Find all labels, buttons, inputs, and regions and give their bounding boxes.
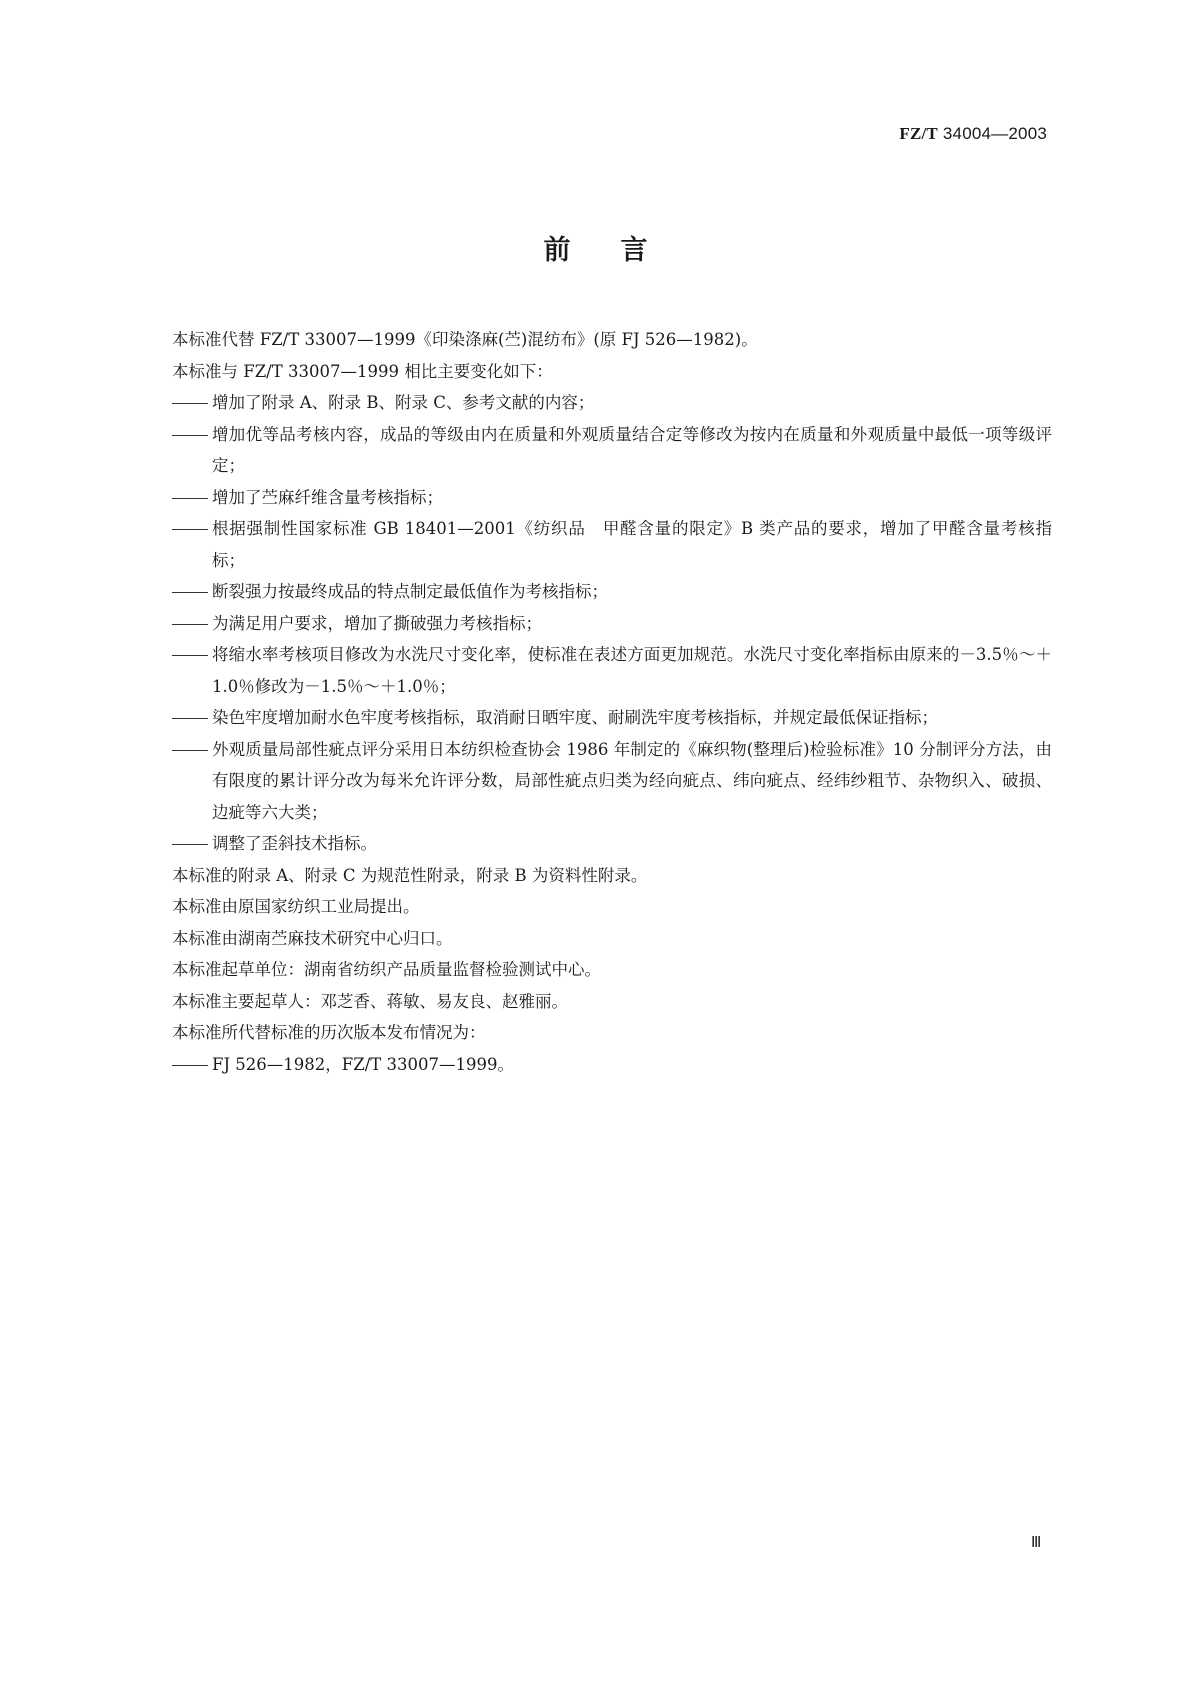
change-item: 断裂强力按最终成品的特点制定最低值作为考核指标； — [212, 582, 608, 601]
paragraph: 本标准与 FZ/T 33007—1999 相比主要变化如下： — [172, 361, 553, 381]
change-item: 增加优等品考核内容，成品的等级由内在质量和外观质量结合定等修改为按内在质量和外观质量中最低一项等级评定； — [212, 424, 1052, 475]
paragraph: 本标准由湖南苎麻技术研究中心归口。 — [172, 928, 453, 948]
change-item: 将缩水率考核项目修改为水洗尺寸变化率，使标准在表述方面更加规范。水洗尺寸变化率指标由原来的－3.5％～＋1.0％修改为－1.5％～＋1.0％； — [212, 645, 1052, 696]
change-item: 为满足用户要求，增加了撕破强力考核指标； — [212, 613, 542, 633]
paragraph: 本标准由原国家纺织工业局提出。 — [172, 897, 420, 916]
page-title: 前言 — [543, 235, 698, 266]
standard-code-number: 34004—2003 — [937, 124, 1047, 143]
change-item: 根据强制性国家标准 GB 18401—2001《纺织品 甲醛含量的限定》B 类产品的要求，增加了甲醛含量考核指标； — [212, 519, 1052, 570]
change-item: 调整了歪斜技术指标。 — [212, 834, 377, 853]
paragraph: 本标准的附录 A、附录 C 为规范性附录，附录 B 为资料性附录。 — [172, 865, 648, 885]
paragraph: 本标准所代替标准的历次版本发布情况为： — [172, 1023, 486, 1042]
paragraph: 本标准主要起草人：邓芝香、蒋敏、易友良、赵雅丽。 — [172, 991, 568, 1011]
change-item: 增加了苎麻纤维含量考核指标； — [212, 487, 443, 507]
paragraph: 本标准代替 FZ/T 33007—1999《印染涤麻(苎)混纺布》(原 FJ 526—1982)。 — [172, 330, 758, 349]
page-number: Ⅲ — [1031, 1535, 1042, 1551]
paragraph: 本标准起草单位：湖南省纺织产品质量监督检验测试中心。 — [172, 960, 601, 979]
foreword-body — [172, 324, 1052, 1080]
change-item: 外观质量局部性疵点评分采用日本纺织检查协会 1986 年制定的《麻织物(整理后)检验标准》10 分制评分方法，由有限度的累计评分改为每米允许评分数，局部性疵点归类为经向疵点、纬向疵点、经纬纱粗节、杂物织入、破损、边疵等六大类； — [212, 739, 1052, 822]
change-item: 染色牢度增加耐水色牢度考核指标，取消耐日晒牢度、耐刷洗牢度考核指标，并规定最低保证指标； — [212, 708, 938, 727]
standard-code-prefix: FZ/T — [899, 124, 938, 143]
history-item: FJ 526—1982，FZ/T 33007—1999。 — [212, 1054, 514, 1074]
standard-code — [899, 124, 1047, 144]
change-item: 增加了附录 A、附录 B、附录 C、参考文献的内容； — [212, 393, 595, 412]
